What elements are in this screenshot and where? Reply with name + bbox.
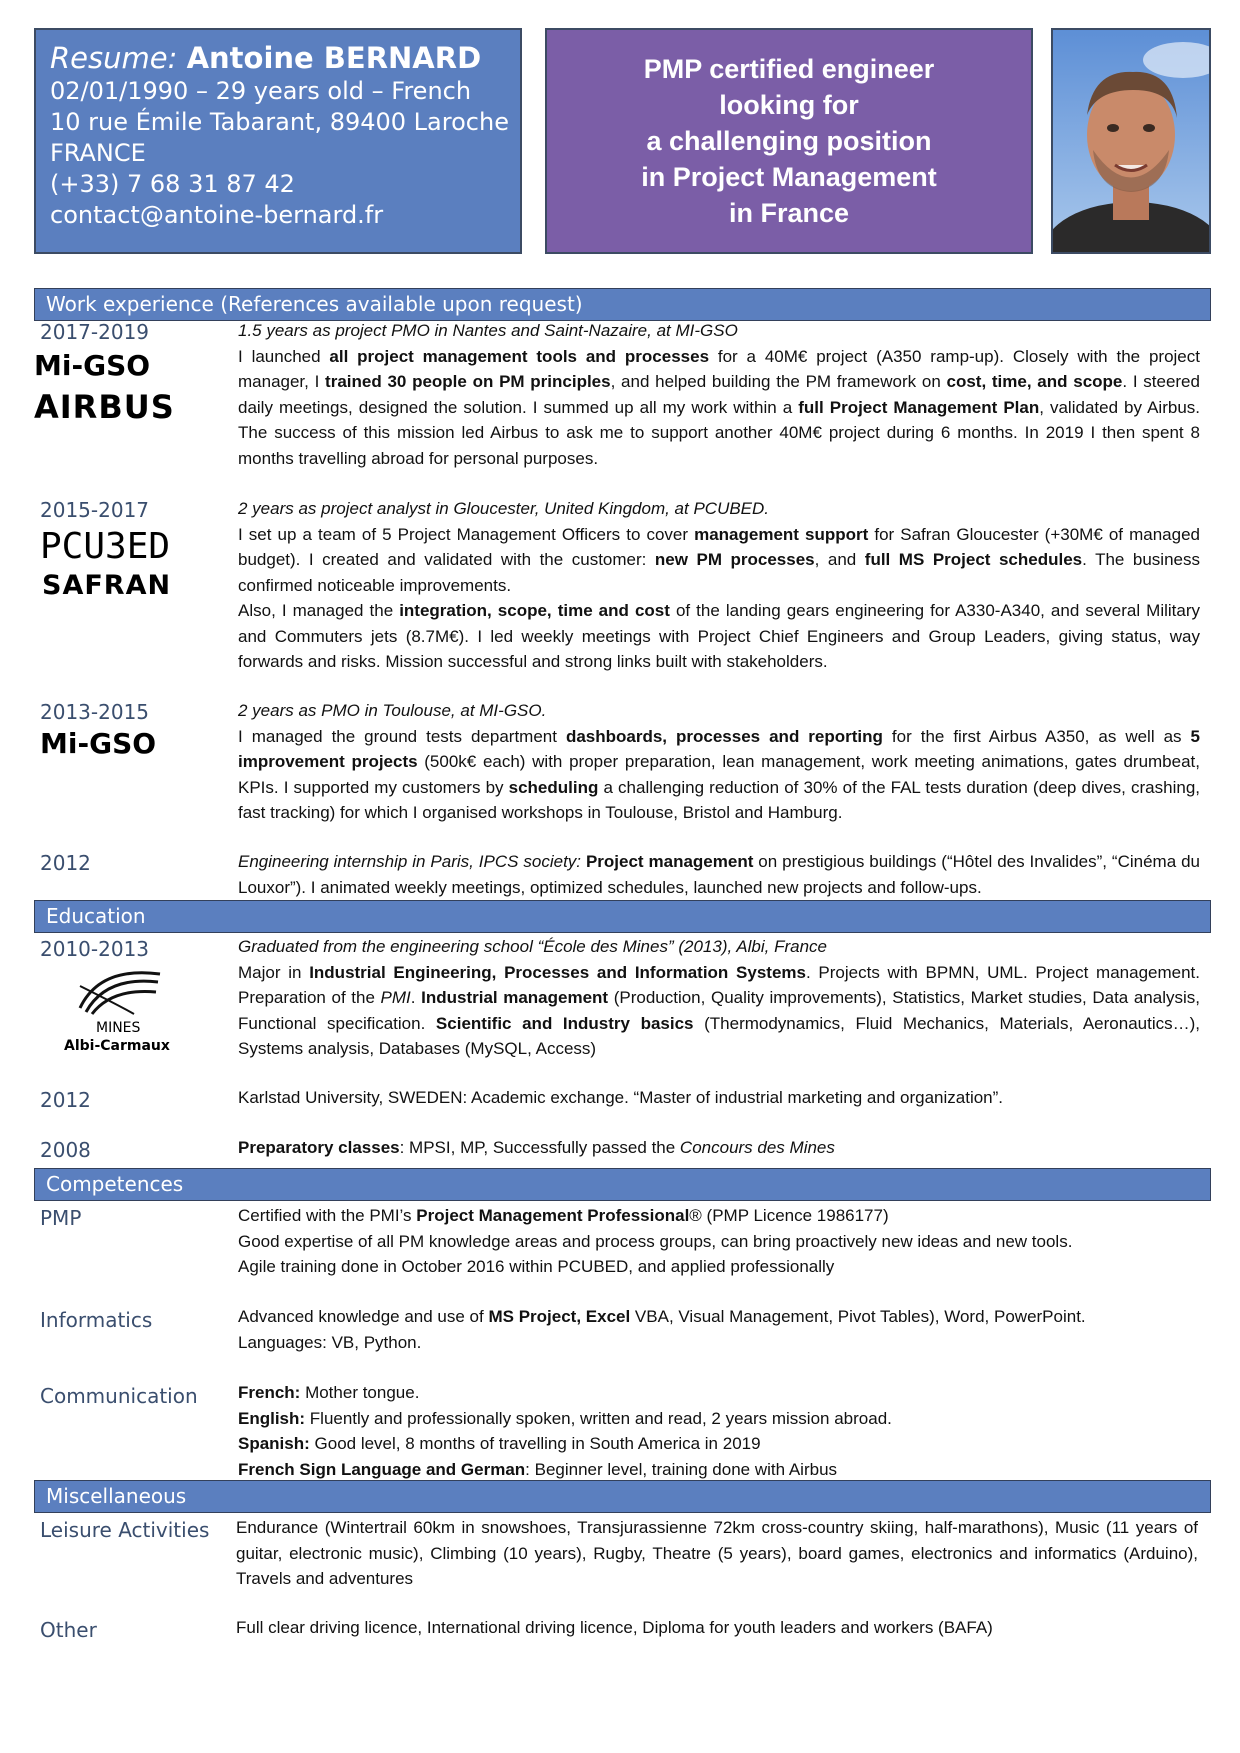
misc-label: Other [40,1618,97,1642]
body-text: Mother tongue. [300,1383,420,1402]
education-description [238,963,1200,1059]
work-title: 2 years as project analyst in Gloucester, United Kingdom, at PCUBED. [238,499,770,518]
competence-line [238,1330,1200,1356]
competence-line [238,1457,1200,1483]
contact-panel [34,28,522,254]
body-text: (500k€ each) with proper preparation, lean management, work meeting animations, gates drumbeat, KPIs. I supported my customers by [238,752,1200,797]
body-text: Fluently and professionally spoken, written and read, 2 years mission abroad. [305,1408,892,1428]
tagline-panel [545,28,1033,254]
emphasis-text: 5 improvement projects [238,726,1200,771]
pcubed-logo-text: PCU3ED [40,528,171,562]
body-text: I set up a team of 5 Project Management Officers to cover [238,524,695,544]
body-text: (Thermodynamics, Fluid Mechanics, Materials, Aeronautics…), Systems analysis, Databases (MySQL, Access) [238,1013,1201,1058]
competence-line [238,1254,1200,1280]
education-entry [238,934,1200,1062]
emphasis-text: Project management [581,852,754,871]
education-description [238,1138,835,1157]
body-text: Also, I managed the [238,601,400,620]
airbus-logo-text: AIRBUS [34,388,175,424]
body-text: : MPSI, MP, Successfully passed the [399,1138,680,1157]
work-description [238,347,1200,468]
work-years: 2013-2015 [40,700,150,724]
migso-logo-text: Mi-GSO [34,350,151,380]
italic-text: PMI [380,988,411,1007]
body-text: . Projects with BPMN, UML. Project management. Preparation of the [238,962,1200,1007]
work-title: 1.5 years as project PMO in Nantes and Saint-Nazaire, at MI-GSO [238,321,738,340]
education-entry [238,1085,1200,1111]
body-text: Endurance (Wintertrail 60km in snowshoes, Transjurassienne 72km cross-country skiing, half-marathons), Music (11 years of guitar, electronic music), Climbing (10 years), Rugby, Theatre (5 years), board games, electronics and informatics (Arduino), Travels and adventures [236,1518,1198,1588]
education-title: Graduated from the engineering school “École des Mines” (2013), Albi, France [238,937,828,956]
work-description [238,522,1200,599]
mines-logo-image [60,966,170,1056]
emphasis-text: Preparatory classes [238,1138,400,1157]
emphasis-text: management support [694,524,869,544]
emphasis-text: English: [238,1408,306,1428]
work-entry [238,698,1200,826]
body-text: a challenging reduction of 30% of the FAL tests duration (deep dives, crashing, fast tracking) for which I organised workshops in Toulouse, Bristol and Hamburg. [238,777,1200,822]
education-years: 2010-2013 [40,937,150,961]
education-description [238,1088,1003,1107]
body-text: Major in [238,962,310,982]
work-description [238,727,1200,823]
education-entry [238,1135,1200,1161]
body-text: , and [814,550,865,569]
pcubed-logo [40,528,210,562]
phone-line: (+33) 7 68 31 87 42 [50,170,295,198]
misc-label: Leisure Activities [40,1518,210,1542]
body-text: Full clear driving licence, International driving licence, Diploma for youth leaders and workers (BAFA) [236,1618,993,1637]
competence-line [238,1380,1200,1406]
body-text: Good level, 8 months of travelling in South America in 2019 [309,1434,761,1453]
body-text: of the landing gears engineering for A330-A340, and several Military and Commuters jets (8.7M€). I led weekly meetings with Project Chief Engineers and Group Leaders, giving status, way forwards and risks. Mission successful and strong links built with stakeholders. [238,601,1200,671]
tagline-line: in Project Management [641,162,937,192]
section-education: Education [34,900,1211,933]
profile-photo-image [1053,30,1209,252]
section-competences: Competences [34,1168,1211,1201]
migso-logo [40,728,210,758]
competence-line [238,1304,1200,1330]
tagline-line: looking for [719,90,859,120]
body-text: , validated by Airbus. The success of this mission led Airbus to ask me to support another 40M€ project during 6 months. In 2019 I then spent 8 months travelling abroad for personal purposes. [238,397,1201,468]
body-text: . [410,988,422,1007]
mines-logo-text: MINES [96,1020,141,1036]
competence-entry [238,1380,1200,1482]
competence-entry [238,1203,1200,1280]
emphasis-text: cost, time, and scope [946,372,1123,391]
work-entry [238,849,1200,900]
competence-entry [238,1304,1200,1355]
body-text: Good expertise of all PM knowledge areas and process groups, can bring proactively new ideas and new tools. [238,1231,1073,1251]
body-text: I launched [238,346,330,366]
profile-photo [1051,28,1211,254]
body-text: for a 40M€ project (A350 ramp-up). Closely with the project manager, I [238,346,1200,391]
body-text: . I steered daily meetings, designed the solution. I summed up all my work within a [238,372,1200,417]
body-text: Certified with the PMI’s [238,1206,417,1225]
competence-label: Communication [40,1384,198,1408]
work-years: 2017-2019 [40,320,150,344]
emphasis-text: MS Project, Excel [488,1307,631,1326]
country-line: FRANCE [50,139,146,167]
safran-logo-text: SAFRAN [42,570,172,600]
resume-label: Resume: [50,41,178,75]
italic-text: Concours des Mines [679,1138,835,1157]
migso-logo-text: Mi-GSO [40,728,157,758]
education-years: 2012 [40,1088,91,1112]
education-years: 2008 [40,1138,91,1162]
tagline [579,51,999,231]
body-text: VBA, Visual Management, Pivot Tables), Word, PowerPoint. [630,1307,1086,1326]
misc-entry [236,1515,1198,1592]
work-title: 2 years as PMO in Toulouse, at MI-GSO. [238,701,547,720]
work-entry [238,318,1200,471]
body-text: : Beginner level, training done with Airbus [525,1459,838,1479]
emphasis-text: Project Management Professional [416,1206,690,1225]
tagline-line: a challenging position [646,126,932,156]
misc-description [236,1518,1198,1588]
work-description-continued [238,598,1200,675]
section-work-experience: Work experience (References available upon request) [34,288,1211,321]
misc-entry [236,1615,1198,1641]
emphasis-text: Spanish: [238,1434,310,1453]
airbus-logo [34,388,200,424]
safran-logo [42,570,212,600]
body-text: Advanced knowledge and use of [238,1307,489,1326]
migso-logo [34,350,200,380]
work-years: 2012 [40,851,91,875]
emphasis-text: Industrial Engineering, Processes and Information Systems [309,962,806,982]
work-years: 2015-2017 [40,498,150,522]
section-miscellaneous: Miscellaneous [34,1480,1211,1513]
competence-label: PMP [40,1206,82,1230]
work-entry [238,496,1200,675]
emphasis-text: trained 30 people on PM principles [325,372,611,391]
emphasis-text: Scientific and Industry basics [435,1013,694,1033]
birth-line: 02/01/1990 – 29 years old – French [50,77,472,105]
emphasis-text: Industrial management [421,988,609,1007]
mines-logo [60,966,170,1056]
email-link[interactable]: contact@antoine-bernard.fr [50,201,384,229]
tagline-line: in France [728,198,850,228]
body-text: , and helped building the PM framework on [610,372,947,391]
candidate-name: Antoine BERNARD [186,41,482,75]
emphasis-text: scheduling [508,777,599,797]
emphasis-text: French Sign Language and German [238,1459,526,1479]
body-text: (Production, Quality improvements), Statistics, Market studies, Data analysis, Functional specification. [238,988,1200,1033]
body-text: Karlstad University, SWEDEN: Academic exchange. “Master of industrial marketing and organization”. [238,1088,1004,1107]
competence-line [238,1431,1200,1457]
body-text: . The business confirmed noticeable improvements. [238,550,1200,595]
emphasis-text: dashboards, processes and reporting [565,726,883,746]
address-line: 10 rue Émile Tabarant, 89400 Laroche [50,108,509,136]
tagline-line: PMP certified engineer [643,54,935,84]
competence-line [238,1203,1200,1229]
competence-line [238,1229,1200,1255]
body-text: Languages: VB, Python. [238,1332,422,1352]
emphasis-text: all project management tools and processes [329,346,710,366]
emphasis-text: French: [238,1383,301,1402]
misc-description [236,1618,993,1637]
competence-line [238,1406,1200,1432]
body-text: on prestigious buildings (“Hôtel des Invalides”, “Cinéma du Louxor”). I animated weekly meetings, optimized schedules, launched new projects and follow-ups. [238,852,1201,897]
emphasis-text: full Project Management Plan [798,397,1040,417]
body-text: Agile training done in October 2016 within PCUBED, and applied professionally [238,1257,835,1276]
competence-label: Informatics [40,1308,153,1332]
body-text: ® (PMP Licence 1986177) [689,1206,889,1225]
emphasis-text: full MS Project schedules [864,550,1083,569]
body-text: I managed the ground tests department [238,726,566,746]
resume-title [50,40,506,76]
body-text: for the first Airbus A350, as well as [882,726,1191,746]
emphasis-text: new PM processes [654,550,815,569]
emphasis-text: integration, scope, time and cost [399,601,670,620]
work-title: Engineering internship in Paris, IPCS society: [238,852,582,871]
mines-logo-subtext: Albi-Carmaux [64,1038,170,1054]
body-text: for Safran Gloucester (+30M€ of managed budget). I created and validated with the customer: [238,524,1200,569]
